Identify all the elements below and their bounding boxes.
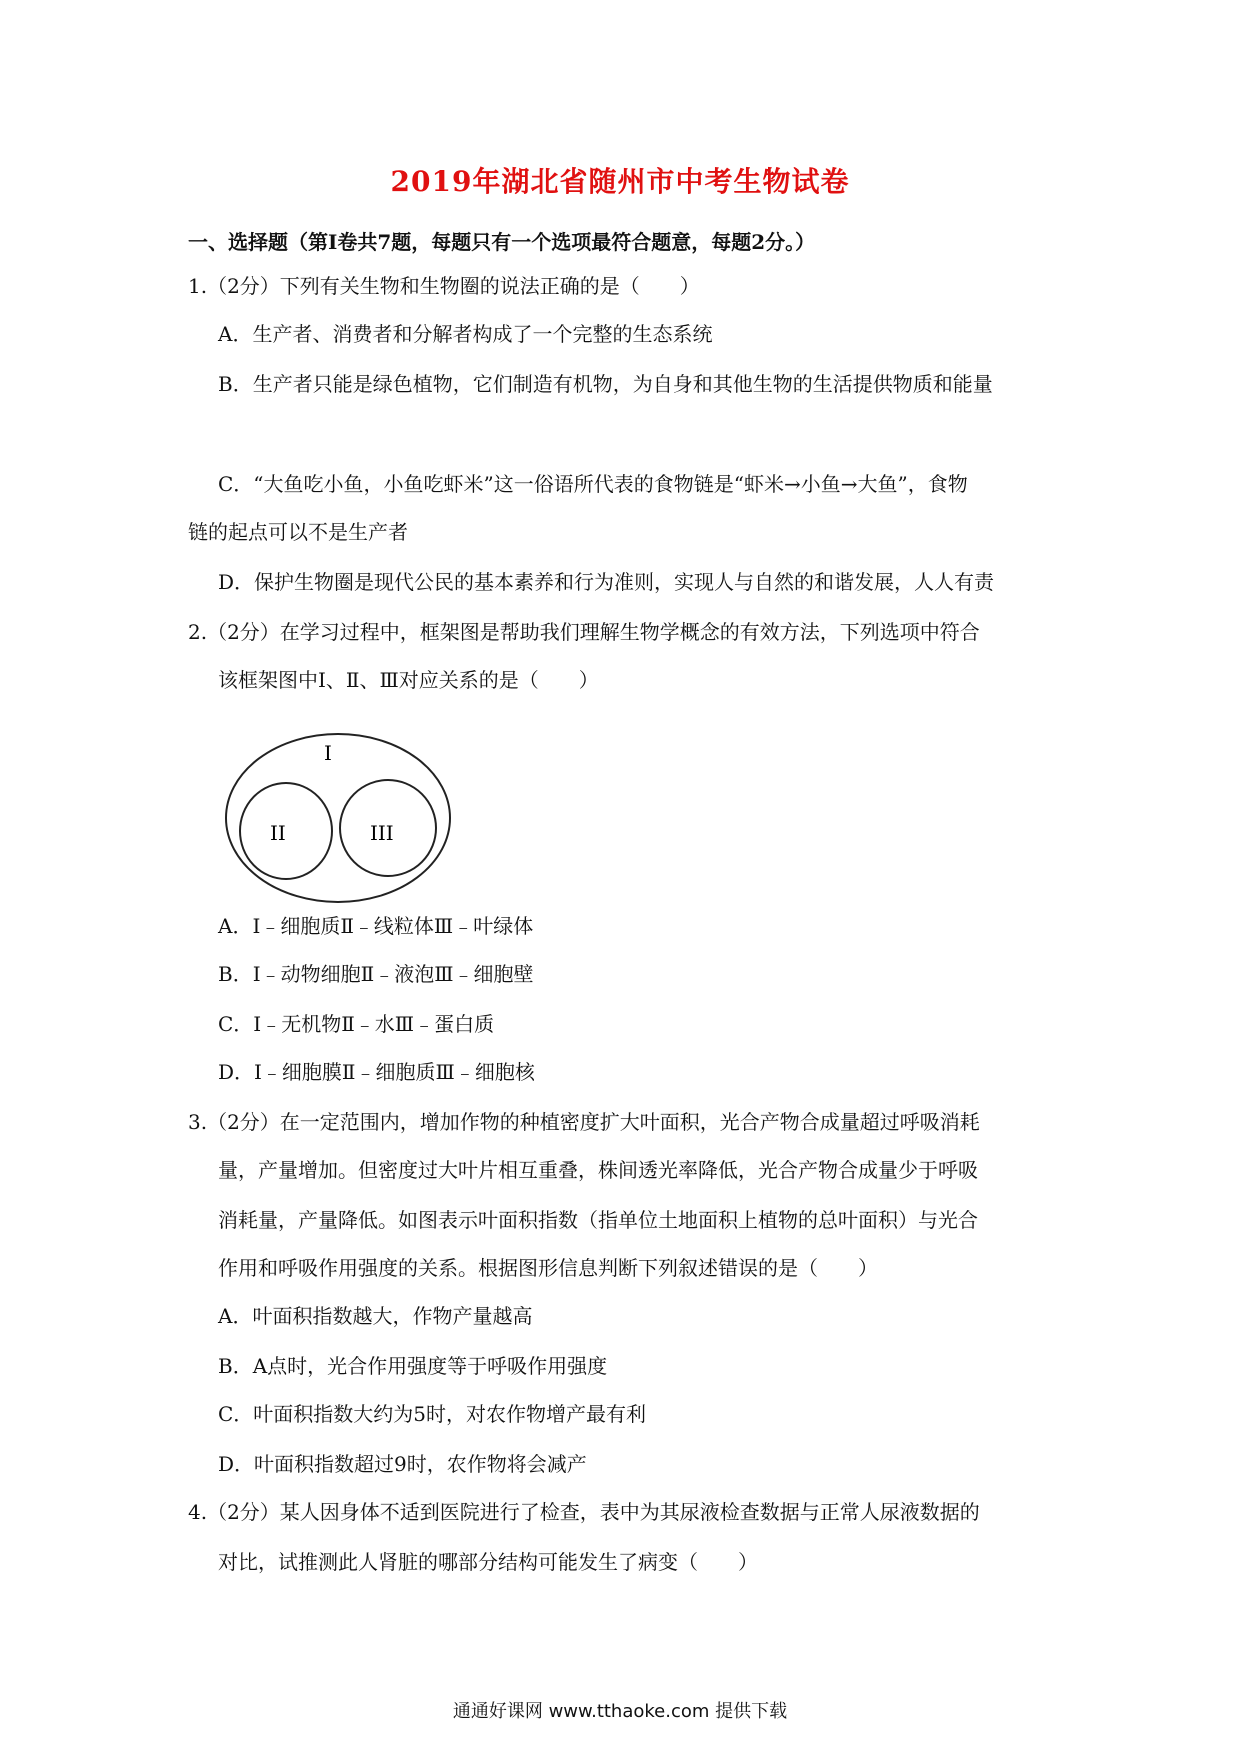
question-3-stem-cont-1: 量，产量增加。但密度过大叶片相互重叠，株间透光率降低，光合产物合成量少于呼吸: [218, 1158, 978, 1182]
question-3-option-c: C．叶面积指数大约为5时，对农作物增产最有利: [218, 1402, 647, 1426]
question-1-option-c-cont: 链的起点可以不是生产者: [188, 520, 408, 544]
outer-ellipse: [226, 734, 450, 902]
section-heading: 一、选择题（第Ⅰ卷共7题，每题只有一个选项最符合题意，每题2分。）: [188, 230, 816, 254]
question-3-stem-cont-2: 消耗量，产量降低。如图表示叶面积指数（指单位土地面积上植物的总叶面积）与光合: [218, 1208, 978, 1232]
question-1-option-a: A．生产者、消费者和分解者构成了一个完整的生态系统: [218, 322, 713, 346]
question-2-stem-cont: 该框架图中Ⅰ、Ⅱ、Ⅲ对应关系的是（ ）: [218, 668, 599, 692]
question-1-option-b: B．生产者只能是绿色植物，它们制造有机物，为自身和其他生物的生活提供物质和能量: [218, 372, 993, 396]
question-1-option-d: D．保护生物圈是现代公民的基本素养和行为准则，实现人与自然的和谐发展，人人有责: [218, 570, 995, 594]
left-circle: [240, 783, 332, 879]
question-1-stem: 1.（2分）下列有关生物和生物圈的说法正确的是（ ）: [188, 274, 700, 298]
question-2-stem: 2.（2分）在学习过程中，框架图是帮助我们理解生物学概念的有效方法，下列选项中符合: [188, 620, 980, 644]
label-left: II: [270, 821, 286, 845]
question-3-option-a: A．叶面积指数越大，作物产量越高: [218, 1304, 533, 1328]
question-3-stem: 3.（2分）在一定范围内，增加作物的种植密度扩大叶面积，光合产物合成量超过呼吸消耗: [188, 1110, 980, 1134]
question-2-option-a: A．Ⅰ﹣细胞质Ⅱ﹣线粒体Ⅲ﹣叶绿体: [218, 914, 534, 938]
page-title: 2019年湖北省随州市中考生物试卷: [390, 165, 850, 198]
question-3-option-b: B．A点时，光合作用强度等于呼吸作用强度: [218, 1354, 608, 1378]
question-4-stem-cont: 对比，试推测此人肾脏的哪部分结构可能发生了病变（ ）: [218, 1550, 758, 1574]
question-1-option-c: C．“大鱼吃小鱼，小鱼吃虾米”这一俗语所代表的食物链是“虾米→小鱼→大鱼”，食物: [218, 472, 968, 496]
question-3-stem-cont-3: 作用和呼吸作用强度的关系。根据图形信息判断下列叙述错误的是（ ）: [218, 1256, 878, 1280]
question-2-option-d: D．Ⅰ﹣细胞膜Ⅱ﹣细胞质Ⅲ﹣细胞核: [218, 1060, 535, 1084]
question-3-option-d: D．叶面积指数超过9时，农作物将会减产: [218, 1452, 587, 1476]
question-2-option-b: B．Ⅰ﹣动物细胞Ⅱ﹣液泡Ⅲ﹣细胞壁: [218, 962, 534, 986]
venn-diagram: [220, 730, 460, 910]
label-right: III: [370, 821, 394, 845]
label-outer: I: [324, 741, 332, 765]
question-4-stem: 4.（2分）某人因身体不适到医院进行了检查，表中为其尿液检查数据与正常人尿液数据的: [188, 1500, 980, 1524]
footer-credit: 通通好课网 www.tthaoke.com 提供下载: [452, 1701, 788, 1722]
question-2-option-c: C．Ⅰ﹣无机物Ⅱ﹣水Ⅲ﹣蛋白质: [218, 1012, 495, 1036]
